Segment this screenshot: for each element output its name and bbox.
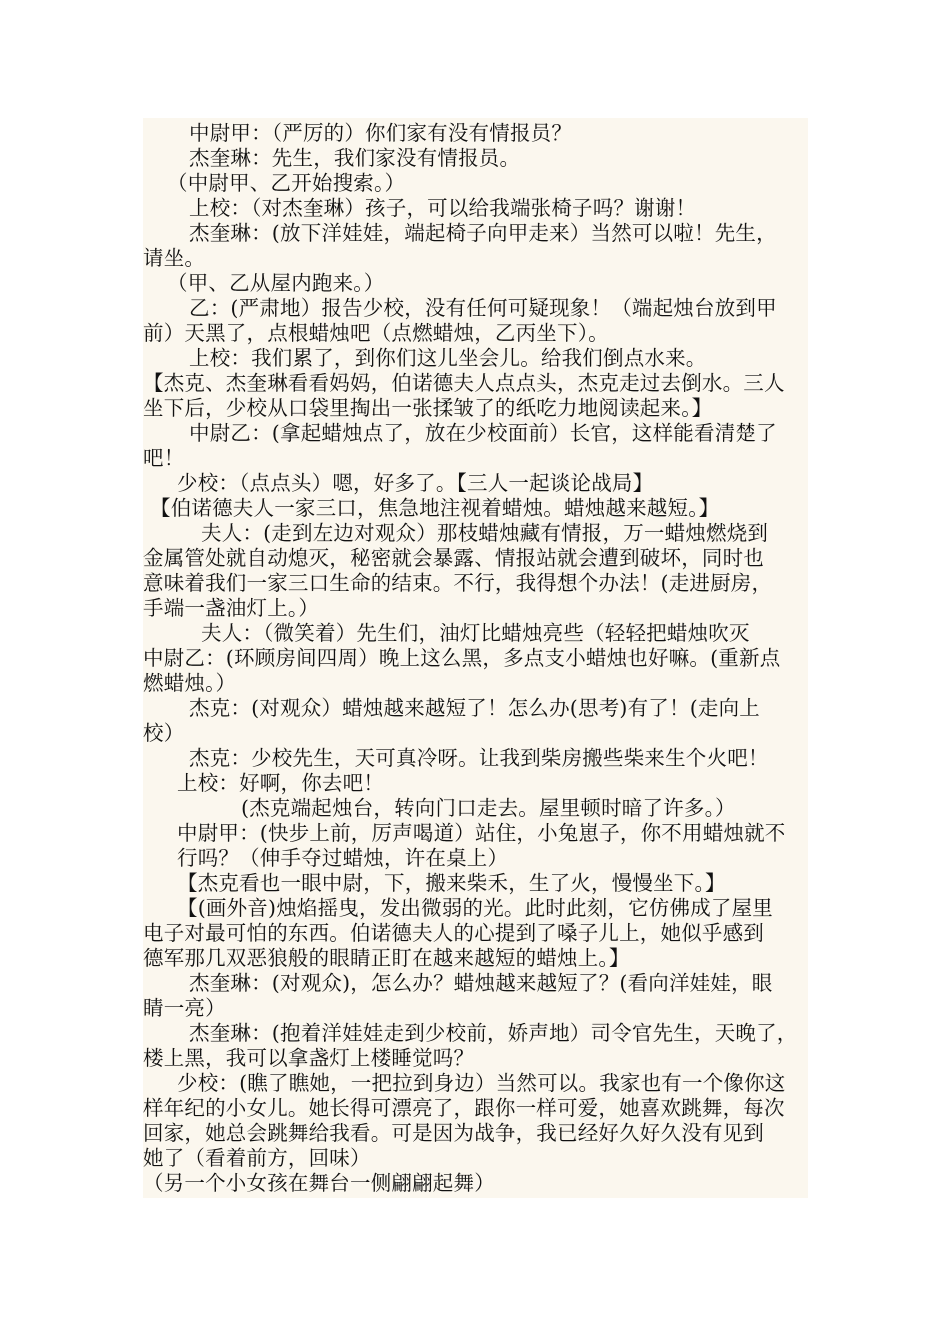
script-line: 金属管处就自动熄灭，秘密就会暴露、情报站就会遭到破坏，同时也 (143, 546, 764, 570)
document-page (143, 118, 808, 1198)
script-line: 请坐。 (143, 246, 206, 270)
script-line: （另一个小女孩在舞台一侧翩翩起舞） (143, 1171, 495, 1195)
script-line: 乙：(严肃地）报告少校，没有任何可疑现象！（端起烛台放到甲 (189, 296, 777, 320)
script-line: (杰克端起烛台，转向门口走去。屋里顿时暗了许多。） (241, 796, 736, 820)
script-line: 吧！ (143, 446, 185, 470)
script-line: 杰奎琳：先生，我们家没有情报员。 (189, 146, 521, 170)
script-line: 少校：（点点头）嗯，好多了。【三人一起谈论战局】 (177, 471, 654, 495)
script-line: 夫人：(走到左边对观众）那枝蜡烛藏有情报，万一蜡烛燃烧到 (201, 521, 769, 545)
script-line: 【(画外音)烛焰摇曳，发出微弱的光。此时此刻，它仿佛成了屋里 (177, 896, 773, 920)
script-line: 中尉乙：(拿起蜡烛点了，放在少校面前）长官，这样能看清楚了 (189, 421, 777, 445)
script-line: 手端一盏油灯上。） (143, 596, 320, 620)
script-line: 上校：（对杰奎琳）孩子，可以给我端张椅子吗？谢谢！ (189, 196, 697, 220)
script-line: 回家，她总会跳舞给我看。可是因为战争，我已经好久好久没有见到 (143, 1121, 764, 1145)
script-line: 【杰克看也一眼中尉，下，搬来柴禾，生了火，慢慢坐下。】 (177, 871, 726, 895)
script-line: 上校：我们累了，到你们这儿坐会儿。给我们倒点水来。 (189, 346, 707, 370)
script-line: 楼上黑，我可以拿盏灯上楼睡觉吗？ (143, 1046, 475, 1070)
script-line: 前）天黑了，点根蜡烛吧（点燃蜡烛，乙丙坐下）。 (143, 321, 609, 345)
script-line: 杰奎琳：(抱着洋娃娃走到少校前，娇声地）司令官先生，天晚了， (189, 1021, 798, 1045)
script-line: 中尉乙：(环顾房间四周）晚上这么黑，多点支小蜡烛也好嘛。(重新点 (143, 646, 781, 670)
script-line: 夫人：（微笑着）先生们，油灯比蜡烛亮些（轻轻把蜡烛吹灭 (201, 621, 750, 645)
script-line: 样年纪的小女儿。她长得可漂亮了，跟你一样可爱，她喜欢跳舞，每次 (143, 1096, 785, 1120)
script-line: 行吗？（伸手夺过蜡烛，许在桌上） (177, 846, 509, 870)
script-line: 杰奎琳：(对观众)，怎么办？蜡烛越来越短了？(看向洋娃娃，眼 (189, 971, 773, 995)
script-line: 燃蜡烛。） (143, 671, 237, 695)
script-line: 意味着我们一家三口生命的结束。不行，我得想个办法！(走进厨房， (143, 571, 773, 595)
script-line: 睛一亮） (143, 996, 226, 1020)
script-line: 【伯诺德夫人一家三口，焦急地注视着蜡烛。蜡烛越来越短。】 (150, 496, 720, 520)
script-line: 电子对最可怕的东西。伯诺德夫人的心提到了嗓子儿上，她似乎感到 (143, 921, 764, 945)
script-line: 她了（看着前方，回味） (143, 1146, 371, 1170)
script-line: （甲、乙从屋内跑来。） (167, 271, 385, 295)
script-line: 中尉甲：(快步上前，厉声喝道）站住，小兔崽子，你不用蜡烛就不 (177, 821, 786, 845)
script-line: 杰克：少校先生，天可真冷呀。让我到柴房搬些柴来生个火吧！ (189, 746, 769, 770)
script-line: 【杰克、杰奎琳看看妈妈，伯诺德夫人点点头，杰克走过去倒水。三人 (143, 371, 785, 395)
script-line: 校） (143, 721, 185, 745)
script-line: 中尉甲：（严厉的）你们家有没有情报员？ (189, 121, 573, 145)
script-line: 坐下后，少校从口袋里掏出一张揉皱了的纸吃力地阅读起来。】 (143, 396, 713, 420)
script-line: 杰奎琳：(放下洋娃娃，端起椅子向甲走来）当然可以啦！先生， (189, 221, 777, 245)
script-line: 上校：好啊，你去吧！ (177, 771, 384, 795)
script-line: 德军那几双恶狼般的眼睛正盯在越来越短的蜡烛上。】 (143, 946, 630, 970)
script-line: （中尉甲、乙开始搜索。） (167, 171, 406, 195)
script-line: 少校：(瞧了瞧她，一把拉到身边）当然可以。我家也有一个像你这 (177, 1071, 786, 1095)
script-line: 杰克：(对观众）蜡烛越来越短了！怎么办(思考)有了！(走向上 (189, 696, 760, 720)
